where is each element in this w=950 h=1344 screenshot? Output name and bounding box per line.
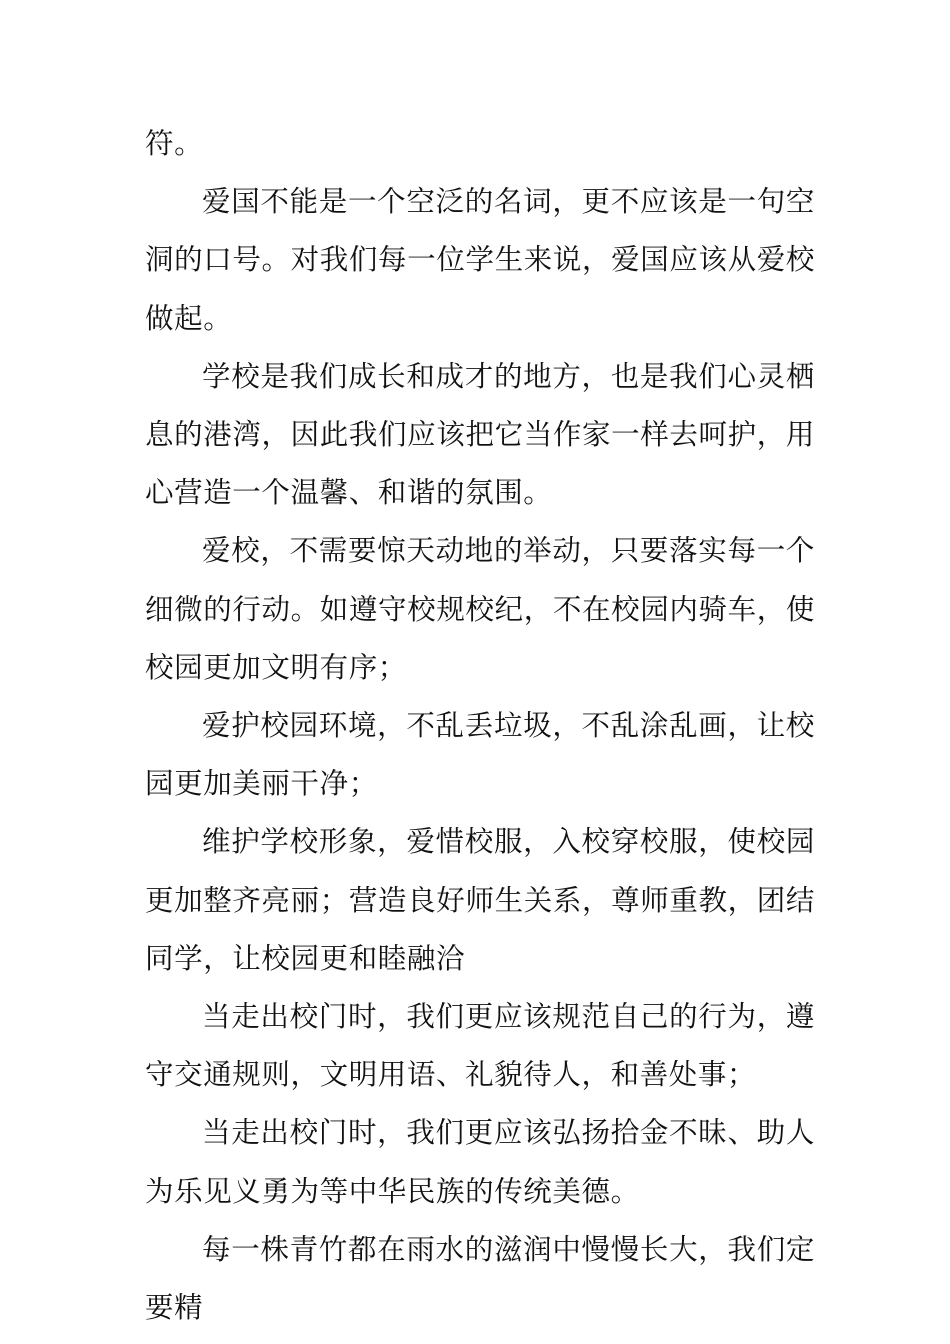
paragraph-campus-environment: 爱护校园环境，不乱丢垃圾，不乱涂乱画，让校园更加美丽干净； xyxy=(145,709,815,801)
paragraph-school-image: 维护学校形象，爱惜校服，入校穿校服，使校园更加整齐亮丽；营造良好师生关系，尊师重教，团结同学，让校园更和睦融洽 xyxy=(145,825,815,975)
paragraph-love-school: 爱校，不需要惊天动地的举动，只要落实每一个细微的行动。如遵守校规校纪，不在校园内骑车，使校园更加文明有序； xyxy=(145,534,815,684)
paragraph-continuation: 符。 xyxy=(145,127,204,160)
paragraph-green-bamboo: 每一株青竹都在雨水的滋润中慢慢长大，我们定要精 xyxy=(145,1232,815,1325)
paragraph-patriotism: 爱国不能是一个空泛的名词，更不应该是一句空洞的口号。对我们每一位学生来说，爱国应该从爱校做起。 xyxy=(145,185,815,335)
paragraph-school-harbor: 学校是我们成长和成才的地方，也是我们心灵栖息的港湾，因此我们应该把它当作家一样去呵护，用心营造一个温馨、和谐的氛围。 xyxy=(145,359,815,510)
paragraph-outside-school-conduct: 当走出校门时，我们更应该规范自己的行为，遵守交通规则，文明用语、礼貌待人，和善处事； xyxy=(145,1000,815,1092)
paragraph-traditional-virtues: 当走出校门时，我们更应该弘扬拾金不昧、助人为乐见义勇为等中华民族的传统美德。 xyxy=(145,1116,815,1208)
body-text xyxy=(145,115,815,1337)
